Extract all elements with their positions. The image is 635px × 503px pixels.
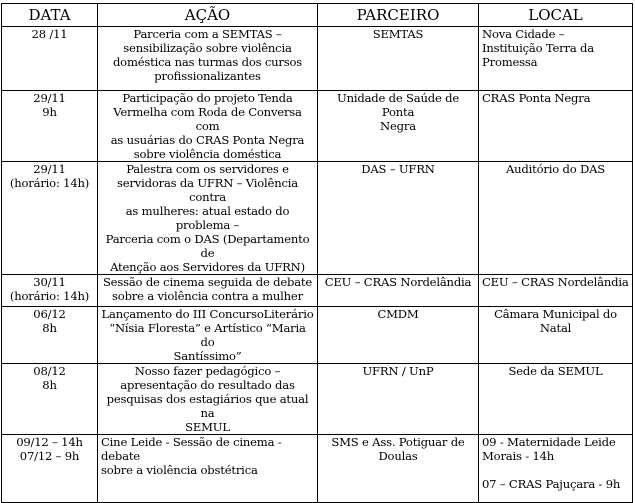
table-row bbox=[2, 162, 633, 275]
local-line-maternidade: 09 - Maternidade Leide Morais - 14h bbox=[482, 435, 616, 463]
cell-acao: Lançamento do III ConcursoLiterário “Nísia Floresta” e Artístico “Maria do Santíssimo” bbox=[98, 307, 318, 364]
cell-acao: Palestra com os servidores e servidoras da UFRN – Violência contra as mulheres: atual estado do problema – Parceria com o DAS (Departamento de Atenção aos Servidores da UFRN) bbox=[98, 162, 318, 275]
cell-data: 29/11 (horário: 14h) bbox=[2, 162, 98, 275]
table-row bbox=[2, 435, 633, 503]
header-data: DATA bbox=[2, 4, 98, 27]
header-parceiro: PARCEIRO bbox=[318, 4, 479, 27]
cell-acao: Nosso fazer pedagógico – apresentação do resultado das pesquisas dos estagiários que atual na SEMUL bbox=[98, 364, 318, 435]
local-line-cras-pajucara: 07 – CRAS Pajuçara - 9h bbox=[482, 477, 621, 491]
cell-acao: Participação do projeto Tenda Vermelha com Roda de Conversa com as usuárias do CRAS Ponta Negra sobre violência doméstica bbox=[98, 91, 318, 162]
cell-local: Nova Cidade – Instituição Terra da Promessa bbox=[479, 27, 633, 91]
cell-acao: Parceria com a SEMTAS – sensibilização sobre violência doméstica nas turmas dos cursos profissionalizantes bbox=[98, 27, 318, 91]
cell-data: 08/12 8h bbox=[2, 364, 98, 435]
cell-parceiro: SEMTAS bbox=[318, 27, 479, 91]
cell-parceiro: CEU – CRAS Nordelândia bbox=[318, 275, 479, 307]
cell-local: Sede da SEMUL bbox=[479, 364, 633, 435]
cell-acao: Cine Leide - Sessão de cinema - debate sobre a violência obstétrica bbox=[98, 435, 318, 503]
table-row bbox=[2, 364, 633, 435]
cell-local: Câmara Municipal do Natal bbox=[479, 307, 633, 364]
table-row bbox=[2, 91, 633, 162]
cell-parceiro: DAS – UFRN bbox=[318, 162, 479, 275]
cell-data: 28 /11 bbox=[2, 27, 98, 91]
cell-parceiro: Unidade de Saúde de Ponta Negra bbox=[318, 91, 479, 162]
cell-local: CEU – CRAS Nordelândia bbox=[479, 275, 633, 307]
table-row bbox=[2, 275, 633, 307]
cell-local: CRAS Ponta Negra bbox=[479, 91, 633, 162]
cell-acao: Sessão de cinema seguida de debate sobre a violência contra a mulher bbox=[98, 275, 318, 307]
table-row bbox=[2, 27, 633, 91]
cell-parceiro: CMDM bbox=[318, 307, 479, 364]
cell-parceiro: SMS e Ass. Potiguar de Doulas bbox=[318, 435, 479, 503]
cell-data: 30/11 (horário: 14h) bbox=[2, 275, 98, 307]
header-acao: AÇÃO bbox=[98, 4, 318, 27]
schedule-table bbox=[1, 3, 633, 503]
cell-parceiro: UFRN / UnP bbox=[318, 364, 479, 435]
header-row bbox=[2, 4, 633, 27]
header-local: LOCAL bbox=[479, 4, 633, 27]
cell-local bbox=[479, 435, 633, 503]
cell-data: 09/12 – 14h 07/12 – 9h bbox=[2, 435, 98, 503]
cell-data: 06/12 8h bbox=[2, 307, 98, 364]
cell-local: Auditório do DAS bbox=[479, 162, 633, 275]
table-row bbox=[2, 307, 633, 364]
cell-data: 29/11 9h bbox=[2, 91, 98, 162]
